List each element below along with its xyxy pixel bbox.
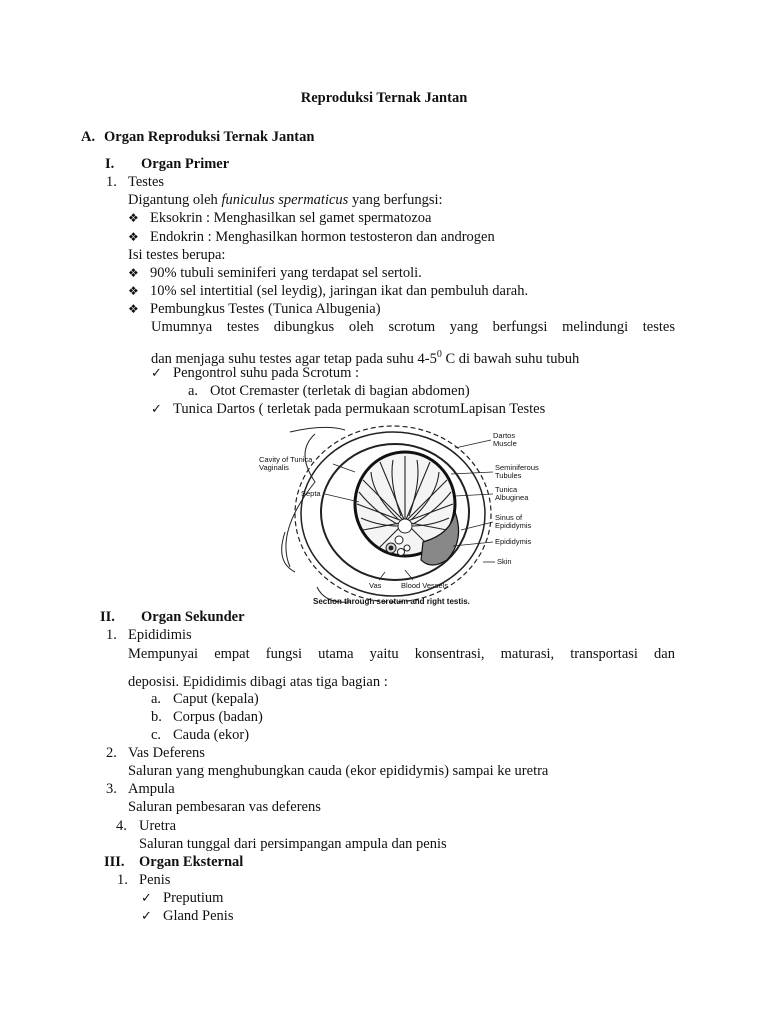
check-text: Tunica Dartos ( terletak pada permukaan scrotumLapisan Testes [173,401,546,417]
primer-title: Organ Primer [141,156,230,172]
vas-deferens-desc: Saluran yang menghubungkan cauda (ekor epididymis) sampai ke uretra [128,763,549,779]
item-number: 4. [116,818,127,834]
primer-item-1 [106,173,164,191]
item-label: Ampula [128,781,175,797]
epididimis-part [151,690,259,708]
check-text: Gland Penis [163,908,234,924]
sekunder-heading [100,608,245,626]
sekunder-item-3 [106,780,175,798]
sub-marker: a. [188,383,199,399]
part-marker: a. [151,691,162,707]
check-item [151,400,545,419]
label-skin: Skin [497,557,512,566]
check-item [151,364,359,383]
checkmark-icon: ✓ [141,891,152,906]
sekunder-marker: II. [100,609,115,625]
intro-post: yang berfungsi: [348,192,443,208]
item-number: 2. [106,745,117,761]
diamond-bullet-icon: ❖ [128,211,139,225]
primer-heading [105,155,229,173]
part-marker: b. [151,709,162,725]
isi-text: Pembungkus Testes (Tunica Albugenia) [150,301,381,317]
intro-italic-term: funiculus spermaticus [221,192,349,208]
label-cavity: Cavity of Tunica Vaginalis [259,455,313,472]
function-text: Eksokrin : Menghasilkan sel gamet spermatozoa [150,210,432,226]
check-text: Preputium [163,890,224,906]
document-title: Reproduksi Ternak Jantan [300,90,468,106]
isi-text: 10% sel intertitial (sel leydig), jaringan ikat dan pembuluh darah. [150,283,529,299]
isi-item [128,300,381,318]
intro-pre: Digantung oleh [128,192,222,208]
label-blood-vessels: Blood Vessels [401,581,449,590]
skin-outline [282,427,350,602]
part-text: Cauda (ekor) [173,727,250,743]
diamond-bullet-icon: ❖ [128,266,139,280]
label-septa: Septa [301,489,321,498]
degree-superscript: 0 [436,349,442,360]
label-seminiferous: Seminiferous Tubules [495,463,539,480]
part-text: Caput (kepala) [173,691,259,707]
part-marker: c. [151,727,162,743]
isi-testes-label: Isi testes berupa: [128,247,226,263]
sekunder-title: Organ Sekunder [141,609,245,625]
epididimis-paragraph-line-2: deposisi. Epididimis dibagi atas tiga bagian : [128,674,388,690]
skin-left-curve [286,434,315,567]
item-label: Uretra [139,818,177,834]
uretra-desc: Saluran tunggal dari persimpangan ampula dan penis [139,836,447,852]
diamond-bullet-icon: ❖ [128,284,139,298]
isi-item [128,264,422,282]
item-label: Testes [128,174,165,190]
eksternal-heading [104,853,243,871]
diamond-bullet-icon: ❖ [128,302,139,316]
check-item [141,889,223,908]
isi-text: 90% tubuli seminiferi yang terdapat sel sertoli. [150,265,422,281]
epididimis-part [151,726,249,744]
epididimis-paragraph-line-1: Mempunyai empat fungsi utama yaitu konsentrasi, maturasi, transportasi dan [128,646,675,662]
label-vas: Vas [369,581,382,590]
primer-marker: I. [105,156,115,172]
ampula-desc: Saluran pembesaran vas deferens [128,799,321,815]
function-item [128,228,495,246]
checkmark-icon: ✓ [141,909,152,924]
diamond-bullet-icon: ❖ [128,230,139,244]
function-item [128,209,431,227]
check-text: Pengontrol suhu pada Scrotum : [173,365,360,381]
sekunder-item-1 [106,626,192,644]
isi-item [128,282,528,300]
sub-item [188,382,470,400]
item-label: Epididimis [128,627,192,643]
sekunder-item-4 [116,817,176,835]
label-sinus: Sinus of Epididymis [495,513,532,530]
para-post: C di bawah suhu tubuh [441,350,580,367]
section-a-marker: A. [81,129,96,145]
mediastinum [398,519,412,533]
eksternal-title: Organ Eksternal [139,854,244,870]
part-text: Corpus (badan) [173,709,263,725]
testis-cross-section-figure [255,422,539,610]
eksternal-item-1 [117,871,170,889]
figure-caption: Section through scrotum and right testis. [313,597,470,606]
item-label: Penis [139,872,171,888]
label-tunica-albuginea: Tunica Albuginea [495,485,529,502]
item-number: 3. [106,781,117,797]
item-number: 1. [117,872,128,888]
checkmark-icon: ✓ [151,402,162,417]
item-label: Vas Deferens [128,745,205,761]
eksternal-marker: III. [104,854,125,870]
para-pre: dan menjaga suhu testes agar tetap pada suhu 4-5 [151,350,437,367]
section-a-title: Organ Reproduksi Ternak Jantan [104,129,315,145]
checkmark-icon: ✓ [151,366,162,381]
section-a-heading [81,128,314,146]
scrotum-paragraph-line-1: Umumnya testes dibungkus oleh scrotum yang berfungsi melindungi testes [151,319,675,335]
label-dartos: Dartos Muscle [493,431,517,448]
item-number: 1. [106,174,117,190]
label-epididymis: Epididymis [495,537,532,546]
check-item [141,907,233,926]
sekunder-item-2 [106,744,205,762]
sub-text: Otot Cremaster (terletak di bagian abdomen) [210,383,470,399]
epididimis-part [151,708,263,726]
function-text: Endokrin : Menghasilkan hormon testosteron dan androgen [150,229,495,245]
testes-intro [128,191,443,209]
item-number: 1. [106,627,117,643]
